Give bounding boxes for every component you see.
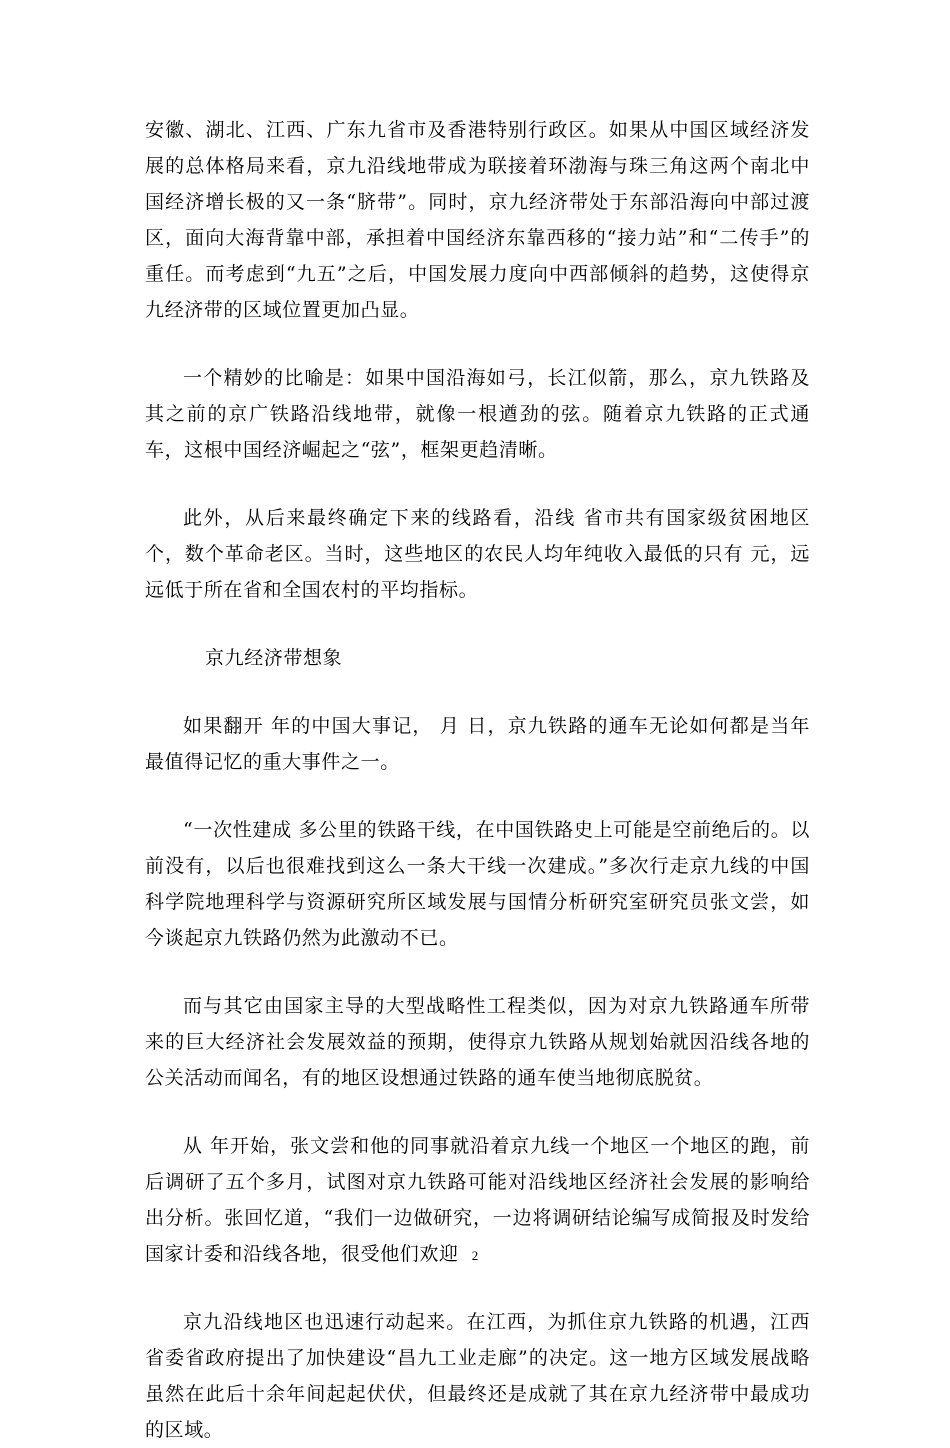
paragraph-8: 京九沿线地区也迅速行动起来。在江西，为抓住京九铁路的机遇，江西省委省政府提出了加快建设“昌九工业走廊”的决定。这一地方区域发展战略虽然在此后十余年间起起伏伏，但最终还是成就了其在京九经济带中最成功的区域。 [145,1311,810,1441]
section-heading: 京九经济带想象 [205,647,343,669]
paragraph-2: 一个精妙的比喻是：如果中国沿海如弓，长江似箭，那么，京九铁路及其之前的京广铁路沿线地带，就像一根遒劲的弦。随着京九铁路的正式通车，这根中国经济崛起之“弦”，框架更趋清晰。 [145,367,810,461]
paragraph-7: 从 年开始，张文尝和他的同事就沿着京九线一个地区一个地区的跑，前后调研了五个多月，试图对京九铁路可能对沿线地区经济社会发展的影响给出分析。张回忆道，“我们一边做研究，一边将调研结论编写成简报及时发给国家计委和沿线各地，很受他们欢迎 [145,1135,810,1265]
page-number: 2 [471,1248,479,1263]
paragraph-3: 此外，从后来最终确定下来的线路看，沿线 省市共有国家级贫困地区 个，数个革命老区。当时，这些地区的农民人均年纯收入最低的只有 元，远远低于所在省和全国农村的平均指标。 [145,507,810,601]
paragraph-4: 如果翻开 年的中国大事记， 月 日，京九铁路的通车无论如何都是当年最值得记忆的重大事件之一。 [145,715,810,773]
paragraph-1: 安徽、湖北、江西、广东九省市及香港特别行政区。如果从中国区域经济发展的总体格局来看，京九沿线地带成为联接着环渤海与珠三角这两个南北中国经济增长极的又一条“脐带”。同时，京九经济带处于东部沿海向中部过渡区，面向大海背靠中部，承担着中国经济东靠西移的“接力站”和“二传手”的重任。而考虑到“九五”之后，中国发展力度向中西部倾斜的趋势，这使得京九经济带的区域位置更加凸显。 [145,119,810,321]
paragraph-5: “一次性建成 多公里的铁路干线，在中国铁路史上可能是空前绝后的。以前没有，以后也很难找到这么一条大干线一次建成。”多次行走京九线的中国科学院地理科学与资源研究所区域发展与国情分析研究室研究员张文尝，如今谈起京九铁路仍然为此激动不已。 [145,819,810,949]
paragraph-6: 而与其它由国家主导的大型战略性工程类似，因为对京九铁路通车所带来的巨大经济社会发展效益的预期，使得京九铁路从规划始就因沿线各地的公关活动而闻名，有的地区设想通过铁路的通车使当地彻底脱贫。 [145,995,810,1089]
